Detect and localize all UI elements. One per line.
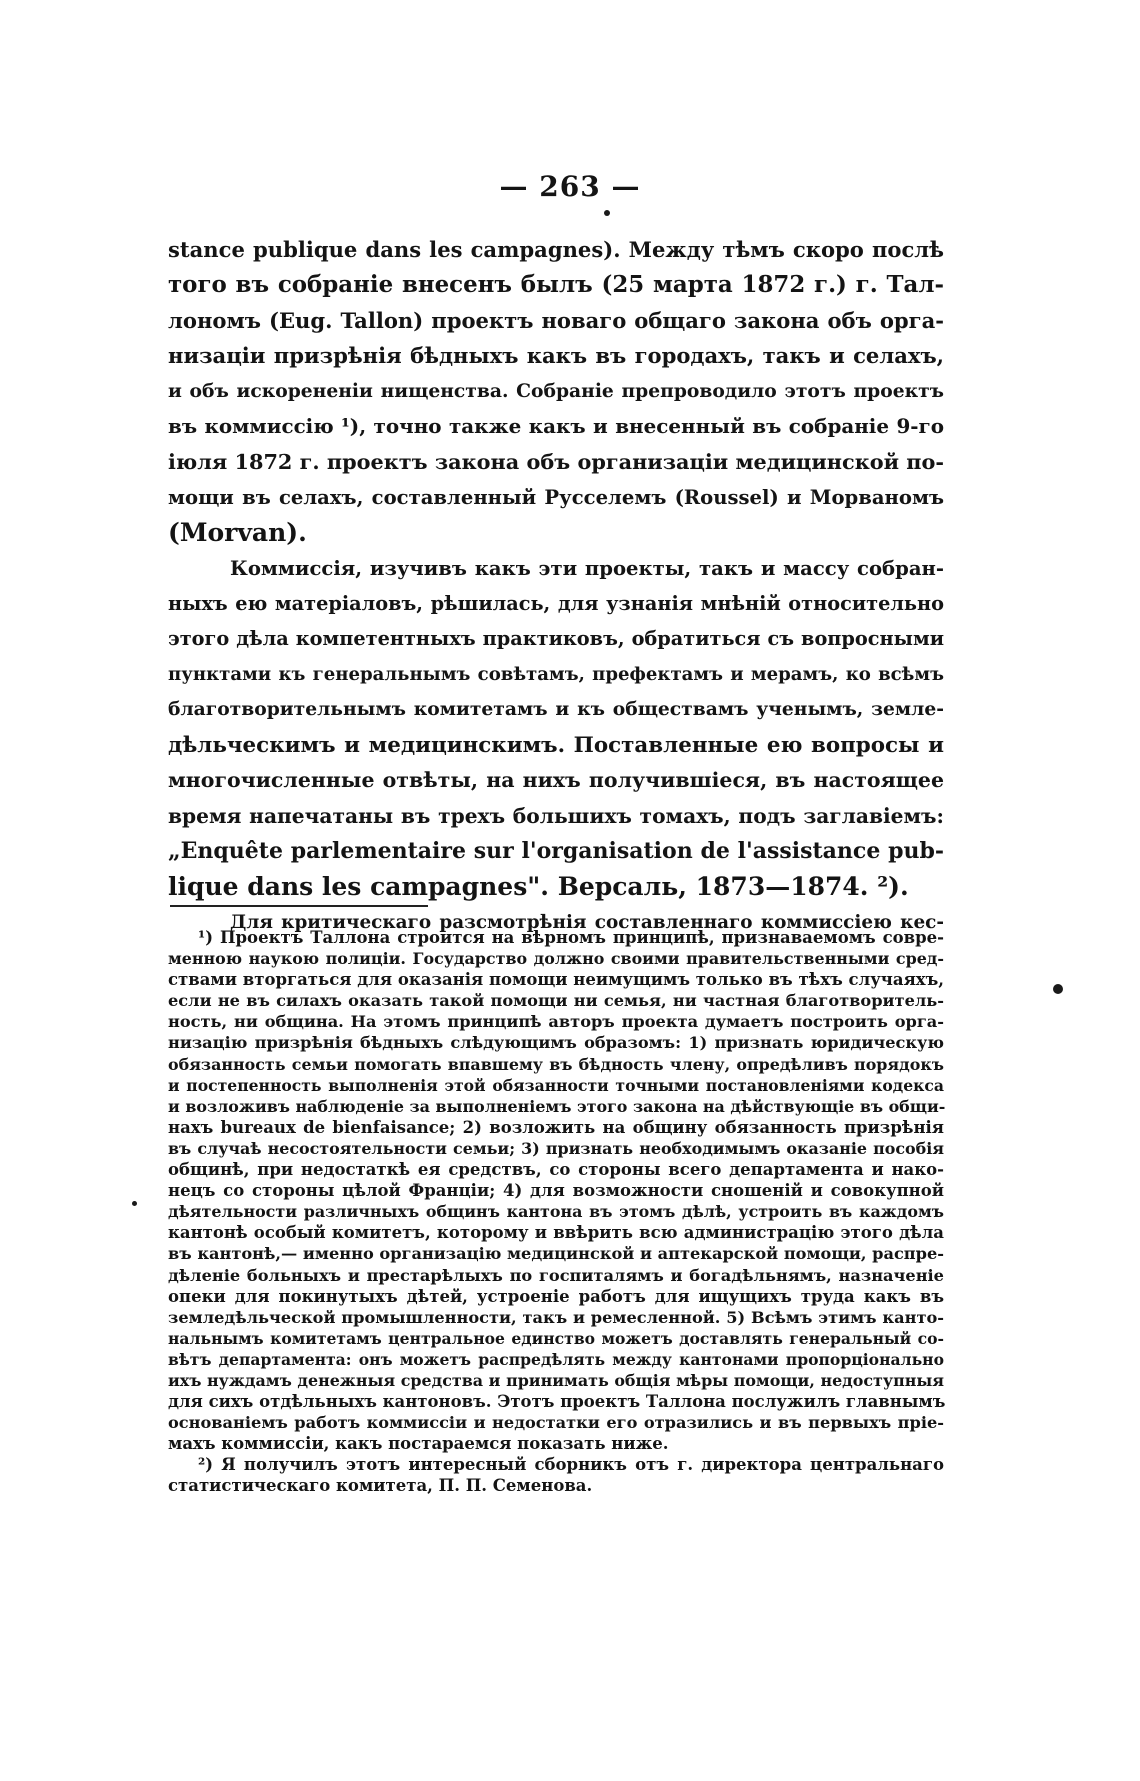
paragraph-start-line: Для критическаго разсмотрѣнія составленнаго коммиссіею кес- xyxy=(230,911,944,933)
stray-dot-mark xyxy=(1053,984,1063,994)
text-line: іюля 1872 г. проектъ закона объ организаціи медицинской по- xyxy=(168,449,944,475)
footnote-1-line: ¹) Проектъ Таллона строится на вѣрномъ принципѣ, признаваемомъ совре- xyxy=(198,928,944,947)
footnote-1-line: опеки для покинутыхъ дѣтей, устроеніе работъ для ищущихъ труда какъ въ xyxy=(168,1286,944,1306)
text-line: того въ собраніе внесенъ былъ (25 марта 1872 г.) г. Тал- xyxy=(168,271,944,299)
footnote-1-line: въ случаѣ несостоятельности семьи; 3) признать необходимымъ оказаніе пособія xyxy=(168,1138,944,1158)
footnote-1-line: если не въ силахъ оказать такой помощи ни семья, ни частная благотворитель- xyxy=(168,991,944,1011)
footnote-1-line: основаніемъ работъ коммиссіи и недостатки его отразились и въ первыхъ пріе- xyxy=(168,1413,944,1433)
footnote-1-line: кантонѣ особый комитетъ, которому и ввѣрить всю администрацію этого дѣла xyxy=(168,1223,944,1243)
text-line: stance publique dans les campagnes). Между тѣмъ скоро послѣ xyxy=(168,237,944,262)
text-line: время напечатаны въ трехъ большихъ томахъ, подъ заглавіемъ: xyxy=(168,803,944,828)
footnote-1-line: обязанность семьи помогать впавшему въ бѣдность члену, опредѣливъ порядокъ xyxy=(168,1054,944,1074)
footnote-2-line: статистическаго комитета, П. П. Семенова. xyxy=(168,1476,593,1496)
footnote-1-line: ность, ни община. На этомъ принципѣ авторъ проекта думаетъ построить орга- xyxy=(168,1012,944,1032)
footnote-1-line: въ кантонѣ,— именно организацію медицинской и аптекарской помощи, распре- xyxy=(168,1244,944,1264)
text-line: ныхъ ею матеріаловъ, рѣшилась, для узнанія мнѣній относительно xyxy=(168,592,944,616)
footnote-1-line: вѣтъ департамента: онъ можетъ распредѣлять между кантонами пропорціонально xyxy=(168,1349,944,1369)
text-line: (Morvan). xyxy=(168,518,307,548)
text-line: лономъ (Eug. Tallon) проектъ новаго общаго закона объ орга- xyxy=(168,307,944,333)
stray-dot-mark xyxy=(604,210,610,216)
footnote-1-line: ихъ нуждамъ денежныя средства и принимать общія мѣры помощи, недоступныя xyxy=(168,1370,944,1390)
footnote-1-line: дѣятельности различныхъ общинъ кантона въ этомъ дѣлѣ, устроить въ каждомъ xyxy=(168,1202,944,1222)
footnote-1-line: низацію призрѣнія бѣдныхъ слѣдующимъ образомъ: 1) признать юридическую xyxy=(168,1033,944,1053)
page-number: — 263 — xyxy=(499,170,641,203)
footnote-1-line: общинѣ, при недостаткѣ ея средствъ, со стороны всего департамента и нако- xyxy=(168,1160,944,1180)
text-line: благотворительнымъ комитетамъ и къ обществамъ ученымъ, земле- xyxy=(168,698,944,721)
footnote-1-line: для сихъ отдѣльныхъ кантоновъ. Этотъ проектъ Таллона послужилъ главнымъ xyxy=(168,1392,946,1412)
text-line: низаціи призрѣнія бѣдныхъ какъ въ городахъ, такъ и селахъ, xyxy=(168,343,944,369)
text-line: дѣльческимъ и медицинскимъ. Поставленные ею вопросы и xyxy=(168,732,944,758)
footnote-1-line: ствами вторгаться для оказанія помощи неимущимъ только въ тѣхъ случаяхъ, xyxy=(168,970,944,990)
text-line: и объ искорененіи нищенства. Собраніе препроводило этотъ проектъ xyxy=(168,379,944,402)
footnote-2-line: ²) Я получилъ этотъ интересный сборникъ отъ г. директора центральнаго xyxy=(198,1455,944,1475)
text-line: пунктами къ генеральнымъ совѣтамъ, префектамъ и мерамъ, ко всѣмъ xyxy=(168,663,944,685)
footnote-1-line: и возложивъ наблюденіе за выполненіемъ этого закона на дѣйствующіе въ общи- xyxy=(168,1096,946,1116)
footnote-1-line: и постепенность выполненія этой обязанности точными постановленіями кодекса xyxy=(168,1075,944,1095)
footnotes xyxy=(168,927,944,1497)
footnote-1-line: менною наукою полиціи. Государство должно своими правительственными сред- xyxy=(168,949,944,969)
text-line: „Enquête parlementaire sur l'organisation de l'assistance pub- xyxy=(168,837,944,864)
footnote-1-line: нальнымъ комитетамъ центральное единство можетъ доставлять генеральный со- xyxy=(168,1328,944,1348)
main-text xyxy=(168,232,944,940)
stray-dot-mark xyxy=(132,1201,137,1206)
text-line: мощи въ селахъ, составленный Русселемъ (Roussel) и Морваномъ xyxy=(168,485,944,509)
footnote-1-line: дѣленіе больныхъ и престарѣлыхъ по госпиталямъ и богадѣльнямъ, назначеніе xyxy=(168,1265,944,1285)
paragraph-start-line: Коммиссія, изучивъ какъ эти проекты, такъ и массу собран- xyxy=(230,556,944,580)
text-line: многочисленные отвѣты, на нихъ получившіеся, въ настоящее xyxy=(168,768,944,793)
footnote-1-line: нецъ со стороны цѣлой Франціи; 4) для возможности сношеній и совокупной xyxy=(168,1181,944,1201)
text-line: этого дѣла компетентныхъ практиковъ, обратиться съ вопросными xyxy=(168,627,944,651)
footnote-1-line: махъ коммиссіи, какъ постараемся показать ниже. xyxy=(168,1434,669,1454)
text-line: въ коммиссію ¹), точно также какъ и внесенный въ собраніе 9-го xyxy=(168,414,944,439)
footnote-separator xyxy=(170,905,428,907)
footnote-1-line: земледѣльческой промышленности, такъ и ремесленной. 5) Всѣмъ этимъ канто- xyxy=(168,1307,944,1327)
text-line: lique dans les campagnes". Версаль, 1873—1874. ²). xyxy=(168,872,909,902)
footnote-1-line: нахъ bureaux de bienfaisance; 2) возложить на общину обязанность призрѣнія xyxy=(168,1117,944,1137)
